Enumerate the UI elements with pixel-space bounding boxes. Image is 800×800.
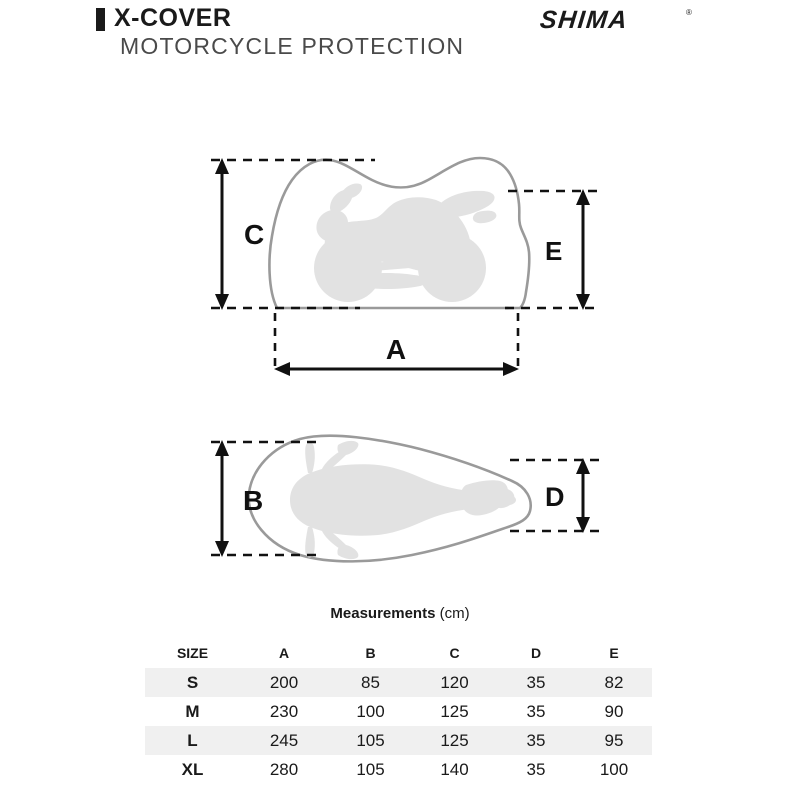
cell-b: 105 <box>328 726 413 755</box>
brand-accent-bar-icon <box>96 8 105 31</box>
dimension-d-label: D <box>545 482 565 512</box>
size-chart-body <box>145 668 652 784</box>
column-header-d: D <box>496 638 576 668</box>
cell-d: 35 <box>496 755 576 784</box>
table-row <box>145 726 652 755</box>
column-header-size: SIZE <box>145 638 240 668</box>
diagram-top-view <box>0 415 800 595</box>
brand-logo-text: SHIMA <box>538 6 630 34</box>
measurements-caption <box>0 604 800 624</box>
page-header <box>0 0 800 72</box>
cell-a: 245 <box>240 726 328 755</box>
column-header-e: E <box>576 638 652 668</box>
dimension-a-arrowhead-left <box>274 362 290 376</box>
column-header-b: B <box>328 638 413 668</box>
cell-size: S <box>145 668 240 697</box>
dimension-a-arrowhead-right <box>503 362 519 376</box>
cell-e: 90 <box>576 697 652 726</box>
cell-c: 120 <box>413 668 496 697</box>
cell-d: 35 <box>496 726 576 755</box>
cell-size: M <box>145 697 240 726</box>
cell-b: 105 <box>328 755 413 784</box>
cell-c: 125 <box>413 697 496 726</box>
dimension-c-label: C <box>244 219 265 250</box>
table-row <box>145 697 652 726</box>
measurements-caption-unit: (cm) <box>439 605 470 622</box>
cell-d: 35 <box>496 668 576 697</box>
motorcycle-silhouette-side <box>314 183 496 302</box>
dimension-a <box>274 313 519 376</box>
cell-size: XL <box>145 755 240 784</box>
cell-a: 230 <box>240 697 328 726</box>
table-header-row <box>145 638 652 668</box>
diagram-side-view <box>0 140 800 410</box>
column-header-c: C <box>413 638 496 668</box>
dimension-a-label: A <box>385 334 407 365</box>
dimension-e-label: E <box>545 236 563 266</box>
page-subtitle: MOTORCYCLE PROTECTION <box>120 33 465 59</box>
size-chart-header <box>145 638 652 668</box>
brand-logo <box>540 6 700 36</box>
column-header-a: A <box>240 638 328 668</box>
cell-e: 95 <box>576 726 652 755</box>
cell-e: 100 <box>576 755 652 784</box>
cell-size: L <box>145 726 240 755</box>
cell-a: 280 <box>240 755 328 784</box>
cell-b: 100 <box>328 697 413 726</box>
measurements-caption-title: Measurements <box>330 605 436 622</box>
cell-c: 140 <box>413 755 496 784</box>
dimension-b-label: B <box>243 485 264 516</box>
cell-e: 82 <box>576 668 652 697</box>
registered-trademark-icon: ® <box>686 8 692 17</box>
cell-d: 35 <box>496 697 576 726</box>
table-row <box>145 668 652 697</box>
size-chart-table <box>145 638 652 784</box>
cell-a: 200 <box>240 668 328 697</box>
cell-b: 85 <box>328 668 413 697</box>
table-row <box>145 755 652 784</box>
page-title: X-COVER <box>114 4 232 32</box>
cell-c: 125 <box>413 726 496 755</box>
measurements-section <box>0 600 800 800</box>
